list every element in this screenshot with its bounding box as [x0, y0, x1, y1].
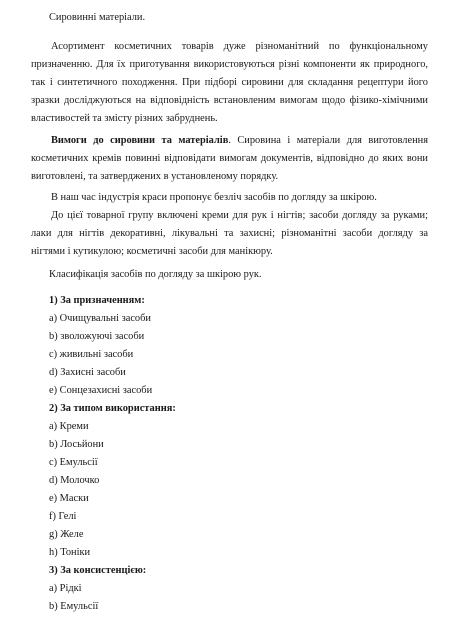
- list-item: b) Лосьйони: [49, 439, 104, 450]
- section3-title: 3) За консистенцією:: [49, 565, 147, 576]
- list-item: e) Маски: [49, 493, 89, 504]
- list-item: b) Емульсії: [49, 601, 99, 612]
- list-item: h) Тоніки: [49, 547, 91, 558]
- group-block: [31, 207, 428, 261]
- list-item: a) Креми: [49, 421, 89, 432]
- list-item: b) зволожуючі засоби: [49, 331, 145, 342]
- list-item: g) Желе: [49, 529, 84, 540]
- requirements-paragraph: [31, 132, 428, 186]
- list-item: d) Захисні засоби: [49, 367, 126, 378]
- list-item: a) Очищувальні засоби: [49, 313, 151, 324]
- section-heading: Сировинні матеріали.: [49, 12, 146, 23]
- list-item: d) Молочко: [49, 475, 100, 486]
- list-item: c) живильні засоби: [49, 349, 134, 360]
- classification-heading: Класифікація засобів по догляду за шкірою рук.: [49, 269, 262, 280]
- section2-title: 2) За типом використання:: [49, 403, 176, 414]
- list-item: a) Рідкі: [49, 583, 82, 594]
- group-paragraph: До цієї товарної групу включені креми для рук і нігтів; засоби догляду за руками; лаки для нігтів декоративні, лікувальні та захисні; різноманітні засоби догляду за нігтями і кутикулою; косметичні засоби для манікюру.: [31, 210, 428, 257]
- requirements-text: . Сировина і матеріали для виготовлення косметичних кремів повинні відповідати вимогам документів, відповідно до яких вони виготовлені, та затверджених в установленому порядку.: [31, 135, 429, 182]
- intro-block: [31, 38, 428, 128]
- industry-paragraph: В наш час індустрія краси пропонує безліч засобів по догляду за шкірою.: [51, 192, 377, 203]
- list-item: e) Сонцезахисні засоби: [49, 385, 153, 396]
- industry-block: [31, 189, 428, 207]
- requirements-block: [31, 132, 428, 186]
- list-item: c) Емульсії: [49, 457, 98, 468]
- requirements-title: Вимоги до сировини та матеріалів: [51, 135, 229, 146]
- list-item: f) Гелі: [49, 511, 77, 522]
- intro-paragraph: Асортимент косметичних товарів дуже різноманітний по функціональному призначенню. Для їх приготування використовуються різні компоненти як природного, так і синтетичного походження. При підборі сировини для складання рецептури його зразки досліджуються на відповідність встановленим вимогам щодо фізико-хімічними властивостей та змісту різних забруднень.: [31, 41, 428, 124]
- section1-title: 1) За призначенням:: [49, 295, 145, 306]
